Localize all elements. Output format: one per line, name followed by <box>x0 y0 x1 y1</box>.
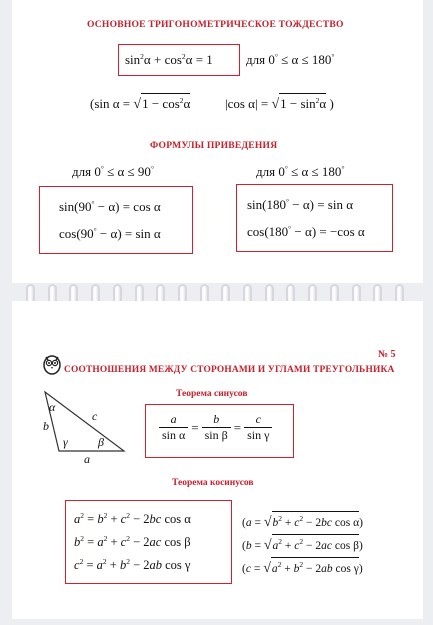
page-number: № 5 <box>378 349 396 360</box>
range-left: для 0° ≤ α ≤ 90° <box>72 164 154 179</box>
cosine-theorem-title: Теорема косинусов <box>172 478 254 488</box>
cosine-formula-a: $a^2 = b^2 + c^2 - 2bc$ cos α <box>74 511 191 526</box>
frac-b-den: sin β <box>204 428 228 442</box>
triangle-title: СООТНОШЕНИЯ МЕЖДУ СТОРОНАМИ И УГЛАМИ ТРЕУГОЛЬНИКА <box>64 365 395 375</box>
b: b <box>43 419 49 433</box>
side-c-label <box>92 409 97 424</box>
beta: β <box>98 435 104 449</box>
identity-formula: $\sin^2\alpha + \cos^2\alpha = 1$ <box>125 52 213 67</box>
owl-icon <box>42 353 62 375</box>
sin-expression: (sin $\alpha = √1 - \cos^2\alpha$ <box>90 93 190 113</box>
side-formula-b: ($b = √a^2 + c^2 - 2ac$ cos β) <box>242 534 363 554</box>
frac-a-den: sin α <box>162 428 186 442</box>
cosine-formula-b: $b^2 = a^2 + c^2 - 2ac$ cos β <box>74 534 191 549</box>
side-b-label <box>43 419 49 434</box>
reduction-box-right <box>236 184 393 252</box>
frac-b-num: b <box>202 412 231 428</box>
top-page <box>12 0 423 283</box>
reduction-box-left <box>39 186 193 254</box>
range-right: для 0° ≤ α ≤ 180° <box>256 164 345 179</box>
formula-cos-90: cos(90° − α) = sin α <box>59 226 161 241</box>
sine-theorem-formula: $\frac{a}{\text{sin α}}$ = $\frac{b}{\text{sin β}}$ = $\frac{c}{\text{sin γ}}$ <box>159 412 272 443</box>
identity-range: для 0° ≤ α ≤ 180° <box>246 52 335 67</box>
cosine-formula-c: $c^2 = a^2 + b^2 - 2ab$ cos γ <box>74 557 191 572</box>
sine-theorem-title: Теорема синусов <box>176 389 248 399</box>
c: c <box>92 409 98 423</box>
angle-gamma-label <box>63 435 68 450</box>
gamma: γ <box>63 435 68 449</box>
frac-c-den: sin γ <box>247 428 270 442</box>
alpha: α <box>49 400 56 414</box>
formula-cos-180: cos(180° − α) = −cos α <box>247 224 365 239</box>
side-formula-a: ($a = √b^2 + c^2 - 2bc$ cos α) <box>242 511 363 531</box>
frac-c-num: c <box>244 412 272 428</box>
side-formula-c: ($c = √a^2 + b^2 - 2ab$ cos γ) <box>242 557 363 577</box>
reduction-title: ФОРМУЛЫ ПРИВЕДЕНИЯ <box>150 140 278 151</box>
frac-a-num: a <box>159 412 188 428</box>
bottom-page <box>12 301 423 619</box>
identity-title: ОСНОВНОЕ ТРИГОНОМЕТРИЧЕСКОЕ ТОЖДЕСТВО <box>87 19 344 30</box>
side-a-label <box>84 452 90 467</box>
angle-beta-label <box>98 435 104 450</box>
formula-sin-180: sin(180° − α) = sin α <box>247 197 354 212</box>
a: a <box>84 452 90 466</box>
fraction-a <box>159 412 188 443</box>
fraction-c <box>244 412 272 443</box>
formula-sin-90: sin(90° − α) = cos α <box>59 199 161 214</box>
cos-expression: |cos $\alpha| = √1 - \sin^2\alpha$ ) <box>225 93 334 113</box>
fraction-b <box>202 412 231 443</box>
angle-alpha-label <box>49 400 55 415</box>
